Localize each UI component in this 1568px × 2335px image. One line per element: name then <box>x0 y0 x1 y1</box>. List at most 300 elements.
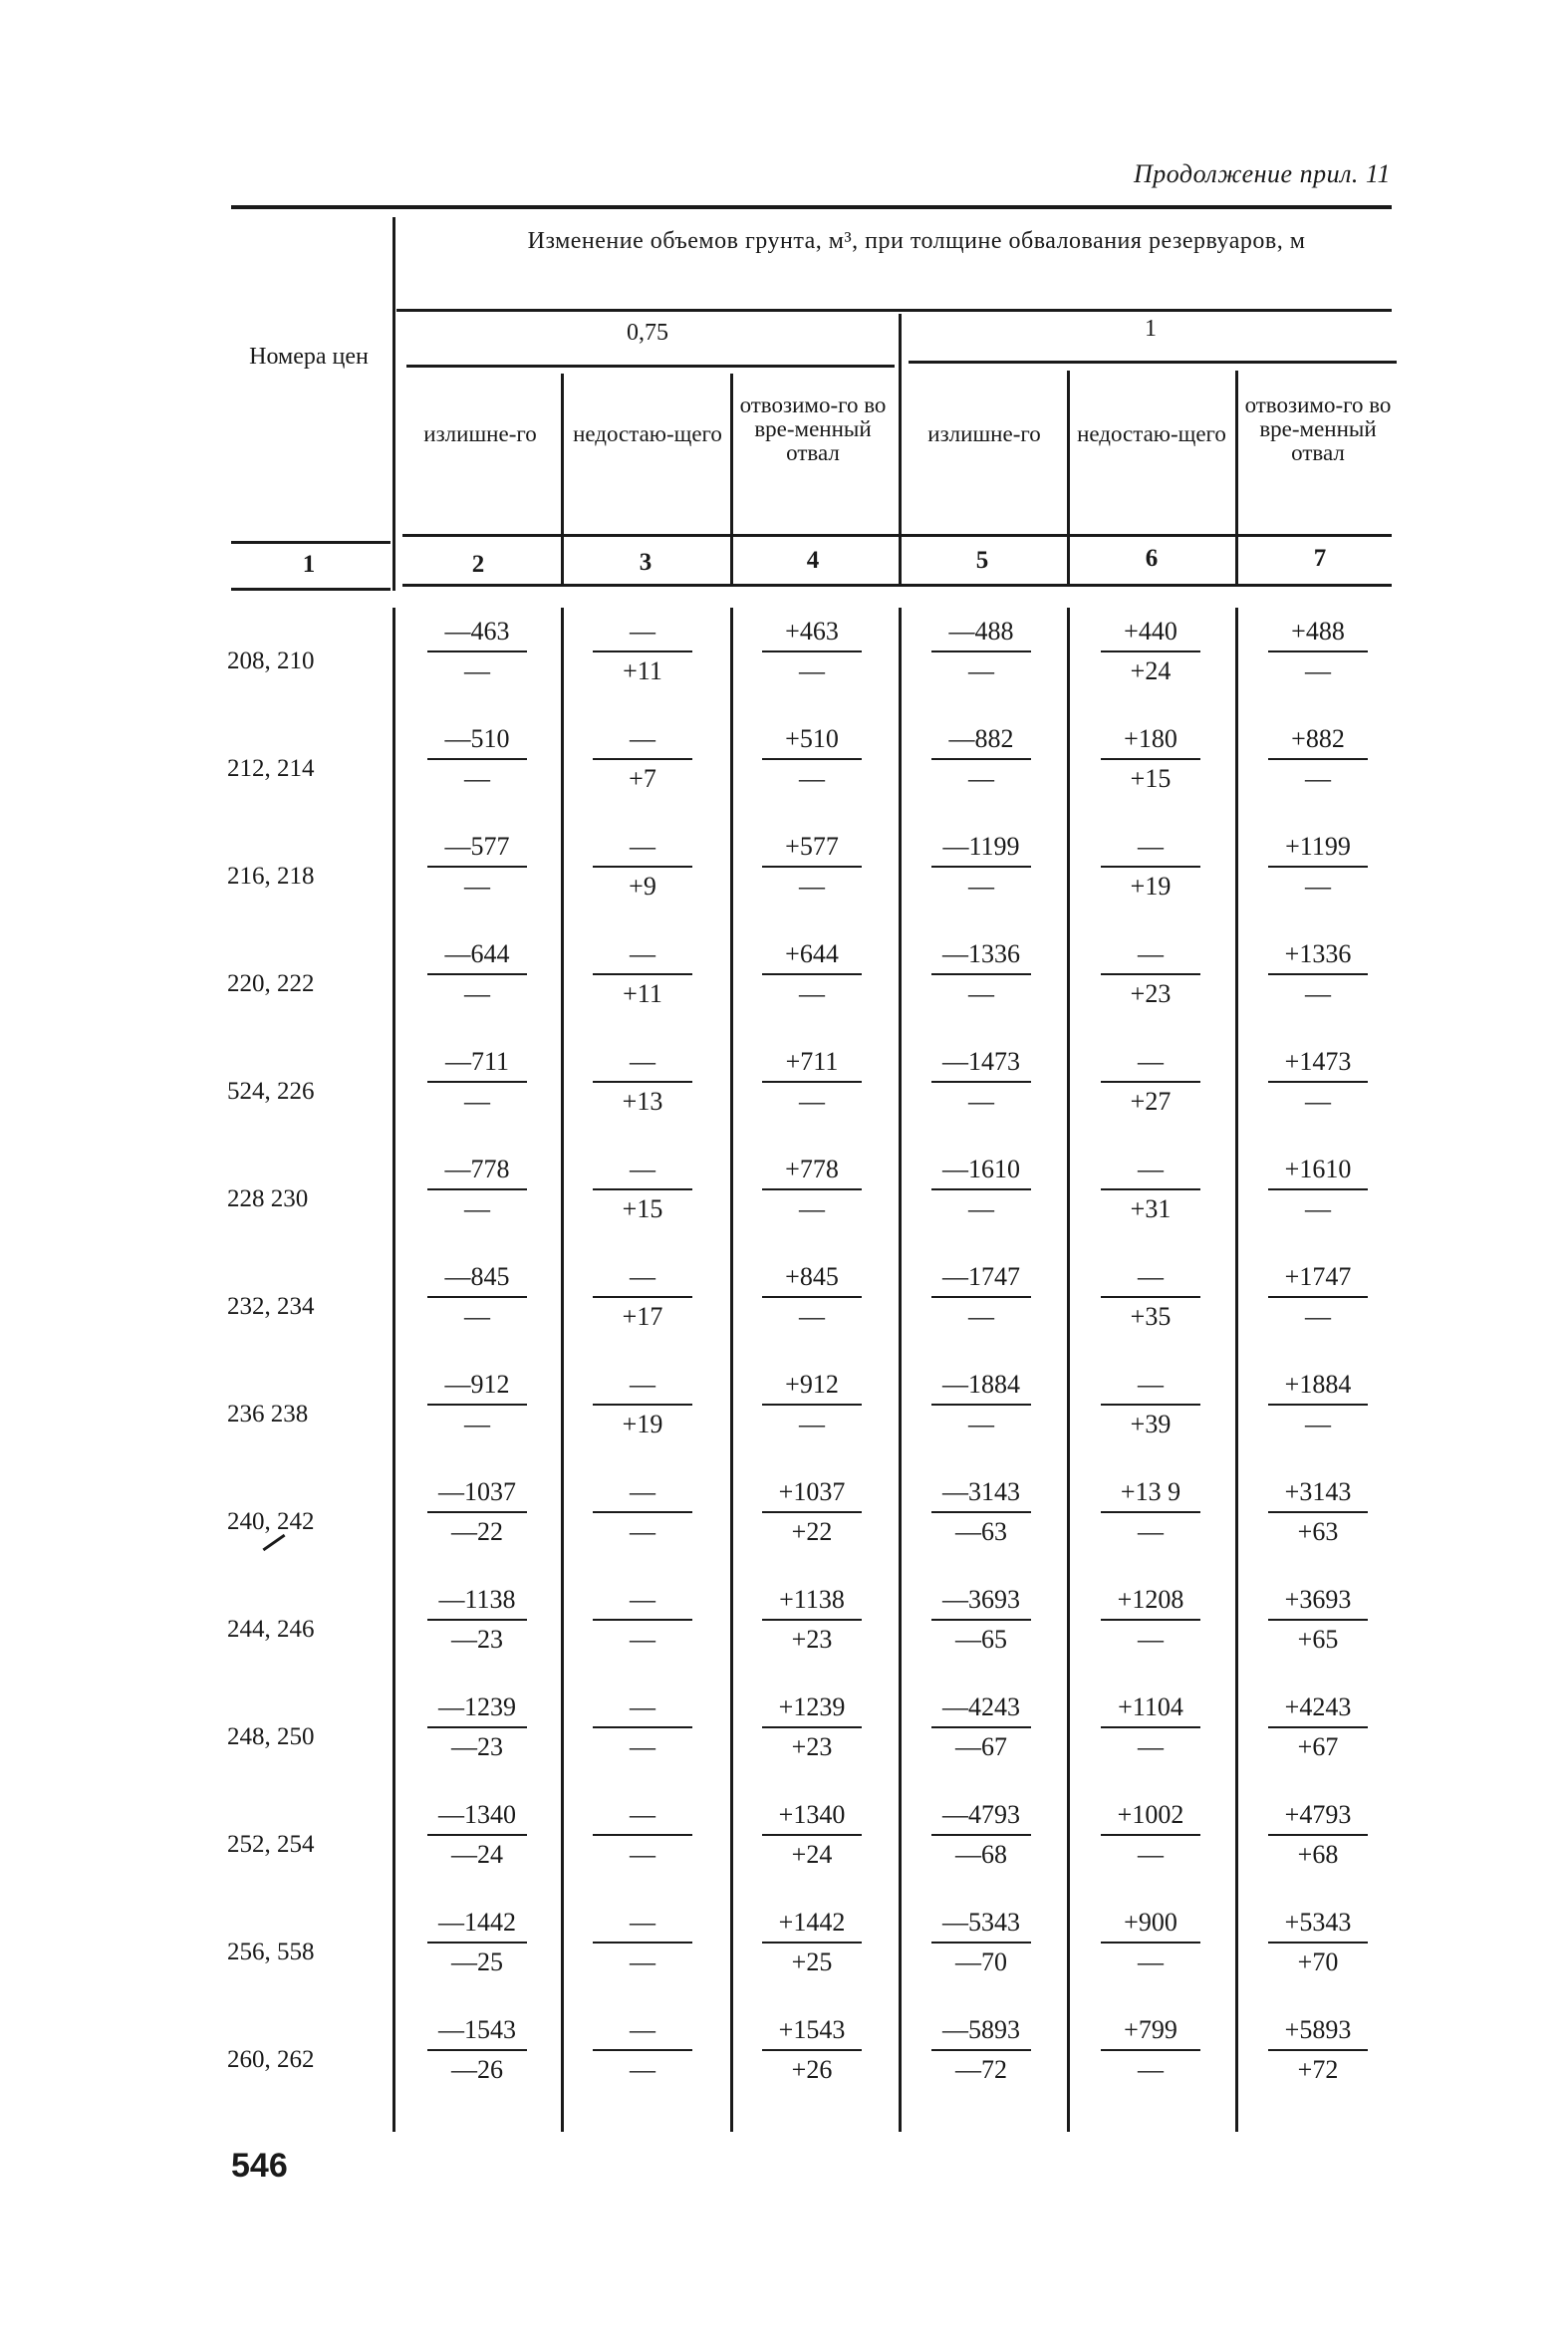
fraction-bar <box>427 650 527 652</box>
cell-denominator: — <box>1138 1732 1164 1761</box>
table-cell <box>926 615 1036 688</box>
cell-numerator: —644 <box>444 939 510 968</box>
cell-numerator: +882 <box>1291 724 1345 753</box>
colnum-4: 4 <box>806 547 820 574</box>
cell-denominator: +11 <box>623 656 662 685</box>
cell-numerator: — <box>1138 1155 1164 1183</box>
thickness-a-rule <box>406 365 895 368</box>
cell-numerator: —463 <box>444 617 510 646</box>
cell-numerator: — <box>630 724 655 753</box>
fraction-bar <box>1268 1081 1368 1083</box>
cell-numerator: —1610 <box>942 1155 1020 1183</box>
fraction-bar <box>1101 1942 1200 1944</box>
cell-numerator: —1747 <box>942 1262 1020 1291</box>
table-cell <box>757 1798 867 1872</box>
cell-numerator: +845 <box>785 1262 839 1291</box>
cell-numerator: —3143 <box>942 1477 1020 1506</box>
row-label: 220, 222 <box>227 970 315 997</box>
body-vline-3 <box>730 608 733 2132</box>
table-cell <box>588 1045 697 1119</box>
fraction-bar <box>1101 1188 1200 1190</box>
table-cell <box>1263 1690 1373 1764</box>
cell-denominator: — <box>1305 656 1331 685</box>
header-vline-5 <box>1067 371 1070 586</box>
cell-numerator: +1208 <box>1117 1585 1184 1614</box>
cell-denominator: +23 <box>791 1732 833 1761</box>
fraction-bar <box>593 1834 692 1836</box>
table-cell <box>1096 1690 1205 1764</box>
cell-numerator: — <box>630 832 655 861</box>
cell-numerator: — <box>630 2015 655 2044</box>
table-cell <box>422 722 532 796</box>
table-cell <box>926 1475 1036 1549</box>
cell-numerator: +463 <box>785 617 839 646</box>
cell-numerator: +3693 <box>1284 1585 1352 1614</box>
cell-denominator: —68 <box>955 1840 1007 1869</box>
cell-denominator: — <box>1305 1087 1331 1116</box>
table-cell <box>1096 1906 1205 1979</box>
cell-denominator: — <box>968 872 994 901</box>
table-cell <box>588 1583 697 1657</box>
cell-denominator: +25 <box>791 1947 833 1976</box>
cell-denominator: +7 <box>629 764 656 793</box>
row-label: 212, 214 <box>227 755 315 782</box>
fraction-bar <box>593 758 692 760</box>
subheader-rule-right <box>402 534 1392 537</box>
cell-numerator: +644 <box>785 939 839 968</box>
fraction-bar <box>762 866 862 868</box>
fraction-bar <box>762 1942 862 1944</box>
cell-numerator: +5343 <box>1284 1908 1352 1937</box>
cell-numerator: —1138 <box>438 1585 516 1614</box>
fraction-bar <box>593 2049 692 2051</box>
body-vline-1 <box>392 608 395 2132</box>
cell-denominator: +17 <box>622 1302 663 1331</box>
cell-numerator: +1037 <box>778 1477 846 1506</box>
fraction-bar <box>427 1404 527 1406</box>
cell-denominator: +19 <box>1130 872 1172 901</box>
cell-numerator: +799 <box>1124 2015 1177 2044</box>
cell-numerator: +1002 <box>1117 1800 1184 1829</box>
fraction-bar <box>762 1834 862 1836</box>
fraction-bar <box>1101 1296 1200 1298</box>
table-cell <box>926 1798 1036 1872</box>
table-cell <box>757 1045 867 1119</box>
cell-numerator: +1138 <box>779 1585 845 1614</box>
cell-denominator: — <box>464 1302 490 1331</box>
cell-denominator: — <box>464 656 490 685</box>
cell-denominator: — <box>630 1840 655 1869</box>
cell-numerator: —510 <box>444 724 510 753</box>
cell-numerator: —4793 <box>942 1800 1020 1829</box>
margin-mark <box>262 1534 285 1551</box>
fraction-bar <box>1268 650 1368 652</box>
fraction-bar <box>593 1081 692 1083</box>
cell-denominator: — <box>1305 1302 1331 1331</box>
cell-denominator: +26 <box>791 2055 833 2084</box>
table-cell <box>926 830 1036 904</box>
fraction-bar <box>762 973 862 975</box>
fraction-bar <box>427 1834 527 1836</box>
fraction-bar <box>1268 1619 1368 1621</box>
cell-numerator: +440 <box>1124 617 1177 646</box>
table-cell <box>422 1690 532 1764</box>
cell-numerator: —1336 <box>942 939 1020 968</box>
colnum-6: 6 <box>1145 545 1159 572</box>
fraction-bar <box>593 1296 692 1298</box>
cell-numerator: +1747 <box>1284 1262 1352 1291</box>
colnum-2: 2 <box>471 551 485 578</box>
fraction-bar <box>1268 1296 1368 1298</box>
fraction-bar <box>1268 866 1368 868</box>
fraction-bar <box>931 1404 1031 1406</box>
cell-numerator: —5893 <box>942 2015 1020 2044</box>
cell-numerator: +3143 <box>1284 1477 1352 1506</box>
cell-numerator: — <box>630 1370 655 1399</box>
cell-denominator: +19 <box>622 1410 663 1438</box>
fraction-bar <box>593 1511 692 1513</box>
cell-numerator: —3693 <box>942 1585 1020 1614</box>
cell-numerator: +1340 <box>778 1800 846 1829</box>
cell-numerator: — <box>630 939 655 968</box>
fraction-bar <box>762 1511 862 1513</box>
table-cell <box>926 1906 1036 1979</box>
fraction-bar <box>1101 973 1200 975</box>
cell-denominator: — <box>630 1947 655 1976</box>
cell-denominator: —23 <box>451 1625 503 1654</box>
table-cell <box>422 1260 532 1334</box>
cell-numerator: +711 <box>785 1047 839 1076</box>
fraction-bar <box>762 1188 862 1190</box>
fraction-bar <box>427 973 527 975</box>
table-cell <box>588 1475 697 1549</box>
cell-denominator: +65 <box>1297 1625 1339 1654</box>
row-label: 260, 262 <box>227 2046 315 2073</box>
cell-numerator: +577 <box>785 832 839 861</box>
table-cell <box>422 1368 532 1441</box>
row-label: 236 238 <box>227 1401 309 1427</box>
fraction-bar <box>1101 866 1200 868</box>
cell-denominator: — <box>968 1087 994 1116</box>
cell-denominator: — <box>799 656 825 685</box>
table-cell <box>422 830 532 904</box>
cell-denominator: +72 <box>1297 2055 1339 2084</box>
cell-numerator: — <box>630 1262 655 1291</box>
cell-numerator: —912 <box>444 1370 510 1399</box>
table-cell <box>757 615 867 688</box>
cell-numerator: — <box>1138 939 1164 968</box>
fraction-bar <box>593 973 692 975</box>
fraction-bar <box>1101 2049 1200 2051</box>
table-cell <box>1096 1475 1205 1549</box>
fraction-bar <box>427 866 527 868</box>
table-cell <box>1263 615 1373 688</box>
row-label: 524, 226 <box>227 1078 315 1105</box>
cell-numerator: +1104 <box>1118 1692 1183 1721</box>
fraction-bar <box>931 1188 1031 1190</box>
cell-numerator: +1473 <box>1284 1047 1352 1076</box>
cell-numerator: —882 <box>948 724 1014 753</box>
row-label: 216, 218 <box>227 863 315 890</box>
fraction-bar <box>1101 1081 1200 1083</box>
fraction-bar <box>427 1726 527 1728</box>
fraction-bar <box>1101 1726 1200 1728</box>
table-cell <box>757 937 867 1011</box>
table-cell <box>1096 1798 1205 1872</box>
cell-denominator: +15 <box>1130 764 1172 793</box>
colnum-rule-right <box>402 584 1392 587</box>
subcol-header-5: излишне-го <box>927 421 1041 446</box>
fraction-bar <box>593 1619 692 1621</box>
cell-denominator: +23 <box>1130 979 1172 1008</box>
fraction-bar <box>762 1296 862 1298</box>
table-cell <box>757 1583 867 1657</box>
table-cell <box>1096 1368 1205 1441</box>
fraction-bar <box>931 1081 1031 1083</box>
colnum-5: 5 <box>975 547 989 574</box>
fraction-bar <box>1101 1834 1200 1836</box>
cell-denominator: +27 <box>1130 1087 1172 1116</box>
cell-numerator: —1239 <box>438 1692 516 1721</box>
cell-denominator: —72 <box>955 2055 1007 2084</box>
fraction-bar <box>762 1081 862 1083</box>
colnum-1: 1 <box>302 551 316 578</box>
table-cell <box>757 1260 867 1334</box>
cell-denominator: — <box>464 1087 490 1116</box>
table-cell <box>1263 830 1373 904</box>
cell-denominator: +15 <box>622 1194 663 1223</box>
cell-numerator: —1442 <box>438 1908 516 1937</box>
fraction-bar <box>593 866 692 868</box>
cell-numerator: +900 <box>1124 1908 1177 1937</box>
header-vline-4 <box>899 314 902 586</box>
table-cell <box>588 1906 697 1979</box>
table-cell <box>422 937 532 1011</box>
row-label: 256, 558 <box>227 1939 315 1965</box>
cell-denominator: +68 <box>1297 1840 1339 1869</box>
cell-numerator: —711 <box>444 1047 510 1076</box>
subcol-header-2: излишне-го <box>423 421 537 446</box>
cell-denominator: — <box>1138 1517 1164 1546</box>
cell-numerator: — <box>1138 1047 1164 1076</box>
fraction-bar <box>762 650 862 652</box>
table-cell <box>588 615 697 688</box>
table-cell <box>757 1368 867 1441</box>
fraction-bar <box>427 1511 527 1513</box>
table-cell <box>1263 1153 1373 1226</box>
cell-denominator: — <box>1138 2055 1164 2084</box>
cell-numerator: — <box>630 1047 655 1076</box>
row-label-header: Номера цен <box>249 344 369 370</box>
fraction-bar <box>1101 1511 1200 1513</box>
table-cell <box>1263 1798 1373 1872</box>
table-cell <box>926 1690 1036 1764</box>
header-vline-1 <box>392 217 395 591</box>
cell-denominator: +39 <box>1130 1410 1172 1438</box>
fraction-bar <box>593 1942 692 1944</box>
colnum-7: 7 <box>1313 545 1327 572</box>
table-cell <box>926 2013 1036 2087</box>
table-cell <box>757 722 867 796</box>
cell-numerator: —488 <box>948 617 1014 646</box>
cell-numerator: — <box>1138 1262 1164 1291</box>
cell-numerator: — <box>1138 1370 1164 1399</box>
cell-denominator: — <box>968 1410 994 1438</box>
table-cell <box>422 1798 532 1872</box>
table-cell <box>422 1045 532 1119</box>
page-number: 546 <box>231 2147 288 2185</box>
table-cell <box>588 1690 697 1764</box>
header-vline-6 <box>1235 371 1238 586</box>
header-vline-2 <box>561 374 564 586</box>
cell-denominator: —22 <box>451 1517 503 1546</box>
cell-numerator: +778 <box>785 1155 839 1183</box>
fraction-bar <box>931 1726 1031 1728</box>
table-cell <box>422 1583 532 1657</box>
table-cell <box>422 2013 532 2087</box>
fraction-bar <box>1268 1942 1368 1944</box>
cell-denominator: — <box>799 979 825 1008</box>
cell-numerator: +180 <box>1124 724 1177 753</box>
cell-numerator: +13 9 <box>1120 1477 1181 1506</box>
cell-denominator: — <box>799 1302 825 1331</box>
cell-denominator: —25 <box>451 1947 503 1976</box>
cell-numerator: — <box>1138 832 1164 861</box>
cell-numerator: —1199 <box>942 832 1020 861</box>
cell-denominator: — <box>1305 979 1331 1008</box>
table-cell <box>757 830 867 904</box>
cell-numerator: +488 <box>1291 617 1345 646</box>
cell-denominator: — <box>630 1732 655 1761</box>
cell-denominator: — <box>1305 1194 1331 1223</box>
fraction-bar <box>931 866 1031 868</box>
fraction-bar <box>593 1404 692 1406</box>
table-cell <box>1263 1906 1373 1979</box>
table-cell <box>1263 937 1373 1011</box>
row-label: 232, 234 <box>227 1293 315 1320</box>
fraction-bar <box>1101 1619 1200 1621</box>
header-vline-3 <box>730 374 733 586</box>
table-cell <box>588 1153 697 1226</box>
cell-denominator: — <box>1305 764 1331 793</box>
cell-denominator: +70 <box>1297 1947 1339 1976</box>
table-cell <box>1263 1368 1373 1441</box>
cell-denominator: +24 <box>791 1840 833 1869</box>
body-vline-5 <box>1067 608 1070 2132</box>
fraction-bar <box>762 1619 862 1621</box>
subheader-rule-left <box>231 541 391 544</box>
cell-denominator: —67 <box>955 1732 1007 1761</box>
cell-denominator: — <box>464 872 490 901</box>
cell-denominator: — <box>799 764 825 793</box>
cell-denominator: —65 <box>955 1625 1007 1654</box>
colnum-rule-left <box>231 588 391 591</box>
cell-numerator: +1199 <box>1285 832 1351 861</box>
table-cell <box>1263 2013 1373 2087</box>
cell-numerator: —1884 <box>942 1370 1020 1399</box>
cell-numerator: —1473 <box>942 1047 1020 1076</box>
fraction-bar <box>1268 1188 1368 1190</box>
table-cell <box>1096 615 1205 688</box>
row-label: 240, 242 <box>227 1508 315 1535</box>
cell-denominator: — <box>968 979 994 1008</box>
fraction-bar <box>1268 758 1368 760</box>
colnum-3: 3 <box>639 549 653 576</box>
cell-numerator: —1037 <box>438 1477 516 1506</box>
fraction-bar <box>1268 1404 1368 1406</box>
table-cell <box>926 1153 1036 1226</box>
cell-numerator: +1442 <box>778 1908 846 1937</box>
cell-denominator: +67 <box>1297 1732 1339 1761</box>
cell-denominator: — <box>968 1194 994 1223</box>
fraction-bar <box>593 1188 692 1190</box>
cell-denominator: — <box>1305 872 1331 901</box>
cell-denominator: — <box>1305 1410 1331 1438</box>
table-cell <box>422 615 532 688</box>
cell-numerator: +1610 <box>1284 1155 1352 1183</box>
body-vline-2 <box>561 608 564 2132</box>
group-rule <box>396 309 1392 312</box>
thickness-b-label: 1 <box>1145 316 1157 342</box>
cell-numerator: — <box>630 1692 655 1721</box>
fraction-bar <box>931 1942 1031 1944</box>
cell-numerator: +510 <box>785 724 839 753</box>
cell-numerator: —845 <box>444 1262 510 1291</box>
fraction-bar <box>762 1404 862 1406</box>
table-cell <box>757 1475 867 1549</box>
fraction-bar <box>427 1188 527 1190</box>
cell-denominator: —26 <box>451 2055 503 2084</box>
cell-numerator: +4793 <box>1284 1800 1352 1829</box>
table-cell <box>422 1153 532 1226</box>
table-cell <box>757 1690 867 1764</box>
fraction-bar <box>931 2049 1031 2051</box>
table-cell <box>1096 1260 1205 1334</box>
cell-denominator: +9 <box>629 872 656 901</box>
fraction-bar <box>427 758 527 760</box>
cell-denominator: +24 <box>1130 656 1172 685</box>
fraction-bar <box>427 1942 527 1944</box>
table-cell <box>1096 722 1205 796</box>
table-cell <box>926 1260 1036 1334</box>
table-cell <box>1096 937 1205 1011</box>
cell-denominator: +23 <box>791 1625 833 1654</box>
table-cell <box>757 1153 867 1226</box>
fraction-bar <box>931 650 1031 652</box>
table-cell <box>1096 1045 1205 1119</box>
cell-denominator: — <box>799 1194 825 1223</box>
table-cell <box>757 1906 867 1979</box>
cell-numerator: +4243 <box>1284 1692 1352 1721</box>
fraction-bar <box>1268 1726 1368 1728</box>
cell-denominator: — <box>799 1410 825 1438</box>
cell-denominator: +31 <box>1130 1194 1172 1223</box>
fraction-bar <box>1268 973 1368 975</box>
cell-numerator: — <box>630 1908 655 1937</box>
subcol-header-6: недостаю-щего <box>1077 421 1226 446</box>
table-cell <box>1263 1045 1373 1119</box>
cell-denominator: — <box>630 1517 655 1546</box>
body-vline-6 <box>1235 608 1238 2132</box>
fraction-bar <box>931 1619 1031 1621</box>
row-label: 228 230 <box>227 1185 309 1212</box>
cell-numerator: —577 <box>444 832 510 861</box>
cell-denominator: — <box>968 764 994 793</box>
table-cell <box>588 1798 697 1872</box>
subcol-header-7: отвозимо-го во вре-менный отвал <box>1244 392 1392 466</box>
table-cell <box>588 830 697 904</box>
thickness-b-rule <box>909 361 1397 364</box>
